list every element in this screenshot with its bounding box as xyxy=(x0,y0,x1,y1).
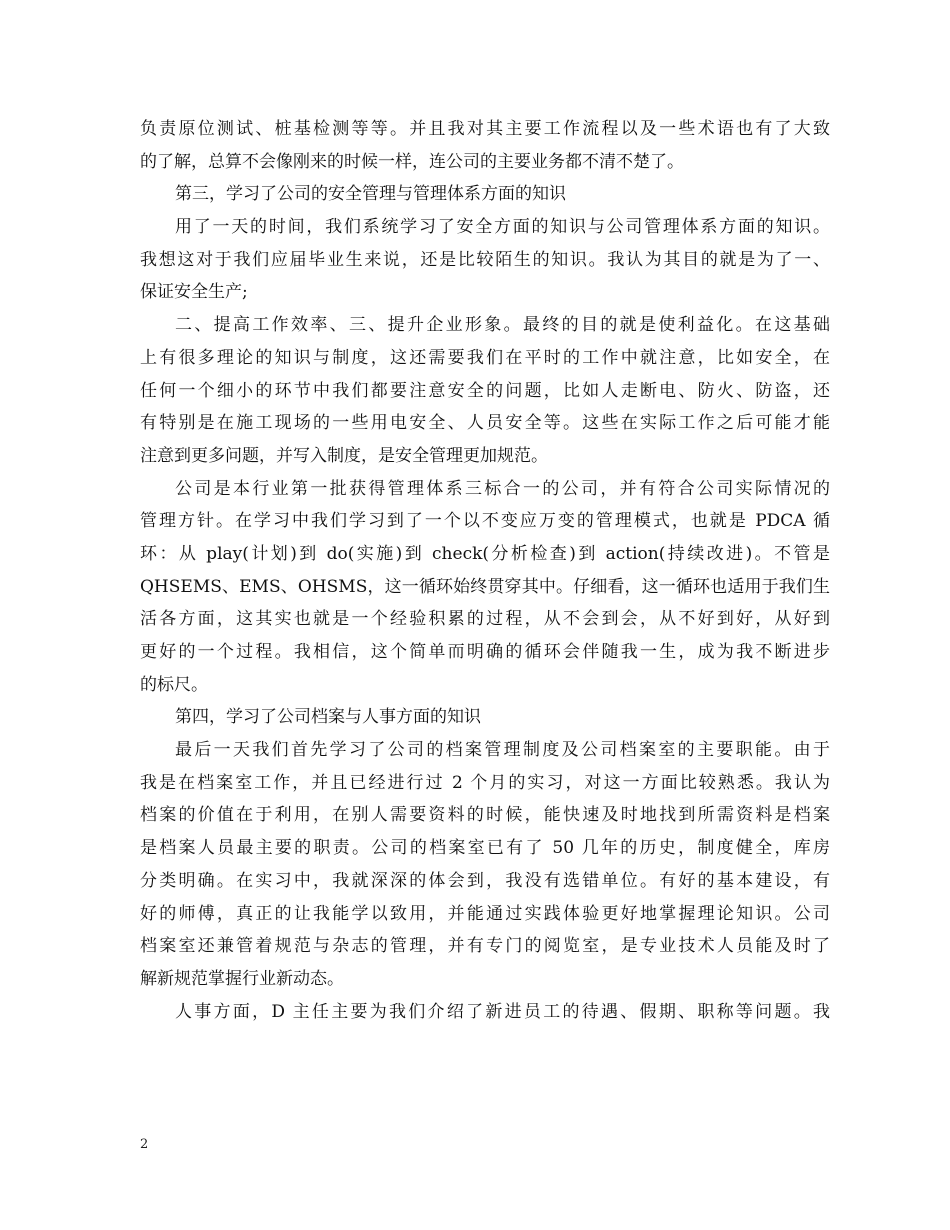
text-line: 分类明确。在实习中，我就深深的体会到，我没有选错单位。有好的基本建设，有 xyxy=(140,870,830,891)
text-line: 最后一天我们首先学习了公司的档案管理制度及公司档案室的主要职能。由于 xyxy=(175,740,830,761)
text-line: 保证安全生产; xyxy=(140,282,248,303)
text-line: 公司是本行业第一批获得管理体系三标合一的公司，并有符合公司实际情况的 xyxy=(175,478,830,499)
text-line: 我想这对于我们应届毕业生来说，还是比较陌生的知识。我认为其目的就是为了一、 xyxy=(140,249,830,270)
text-line: 管理方针。在学习中我们学习到了一个以不变应万变的管理模式，也就是 PDCA 循 xyxy=(140,511,830,532)
text-line: 二、提高工作效率、三、提升企业形象。最终的目的就是使利益化。在这基础 xyxy=(175,315,830,336)
text-line: 用了一天的时间，我们系统学习了安全方面的知识与公司管理体系方面的知识。 xyxy=(175,217,830,238)
document-body xyxy=(140,113,830,1028)
text-line: 第四，学习了公司档案与人事方面的知识 xyxy=(175,707,481,728)
text-line: 上有很多理论的知识与制度，这还需要我们在平时的工作中就注意，比如安全，在 xyxy=(140,347,830,368)
text-line: 注意到更多问题，并写入制度，是安全管理更加规范。 xyxy=(140,445,548,466)
text-line: 负责原位测试、桩基检测等等。并且我对其主要工作流程以及一些术语也有了大致 xyxy=(140,119,830,139)
text-line: QHSEMS、EMS、OHSMS，这一循环始终贯穿其中。仔细看，这一循环也适用于我们生 xyxy=(140,576,830,597)
text-line: 更好的一个过程。我相信，这个简单而明确的循环会伴随我一生，成为我不断进步 xyxy=(140,642,830,662)
text-line: 有特别是在施工现场的一些用电安全、人员安全等。这些在实际工作之后可能才能 xyxy=(140,413,830,434)
text-line: 我是在档案室工作，并且已经进行过 2 个月的实习，对这一方面比较熟悉。我认为 xyxy=(140,772,830,793)
text-line: 是档案人员最主要的职责。公司的档案室已有了 50 几年的历史，制度健全，库房 xyxy=(140,838,830,859)
text-line: 档案室还兼管着规范与杂志的管理，并有专门的阅览室，是专业技术人员能及时了 xyxy=(140,936,830,957)
text-line: 的了解，总算不会像刚来的时候一样，连公司的主要业务都不清不楚了。 xyxy=(140,151,684,172)
text-line: 第三，学习了公司的安全管理与管理体系方面的知识 xyxy=(175,184,566,205)
text-line: 环：从 play(计划)到 do(实施)到 check(分析检查)到 action(持续改进)。不管是 xyxy=(140,543,830,564)
page-number: 2 xyxy=(140,1137,149,1152)
text-line: 任何一个细小的环节中我们都要注意安全的问题，比如人走断电、防火、防盗，还 xyxy=(140,380,830,401)
text-line: 好的师傅，真正的让我能学以致用，并能通过实践体验更好地掌握理论知识。公司 xyxy=(140,903,830,924)
text-line: 人事方面，D 主任主要为我们介绍了新进员工的待遇、假期、职称等问题。我 xyxy=(175,1001,830,1022)
text-line: 档案的价值在于利用，在别人需要资料的时候，能快速及时地找到所需资料是档案 xyxy=(140,805,830,826)
text-line: 的标尺。 xyxy=(140,674,208,695)
text-line: 解新规范掌握行业新动态。 xyxy=(140,968,344,989)
text-line: 活各方面，这其实也就是一个经验积累的过程，从不会到会，从不好到好，从好到 xyxy=(140,609,830,630)
